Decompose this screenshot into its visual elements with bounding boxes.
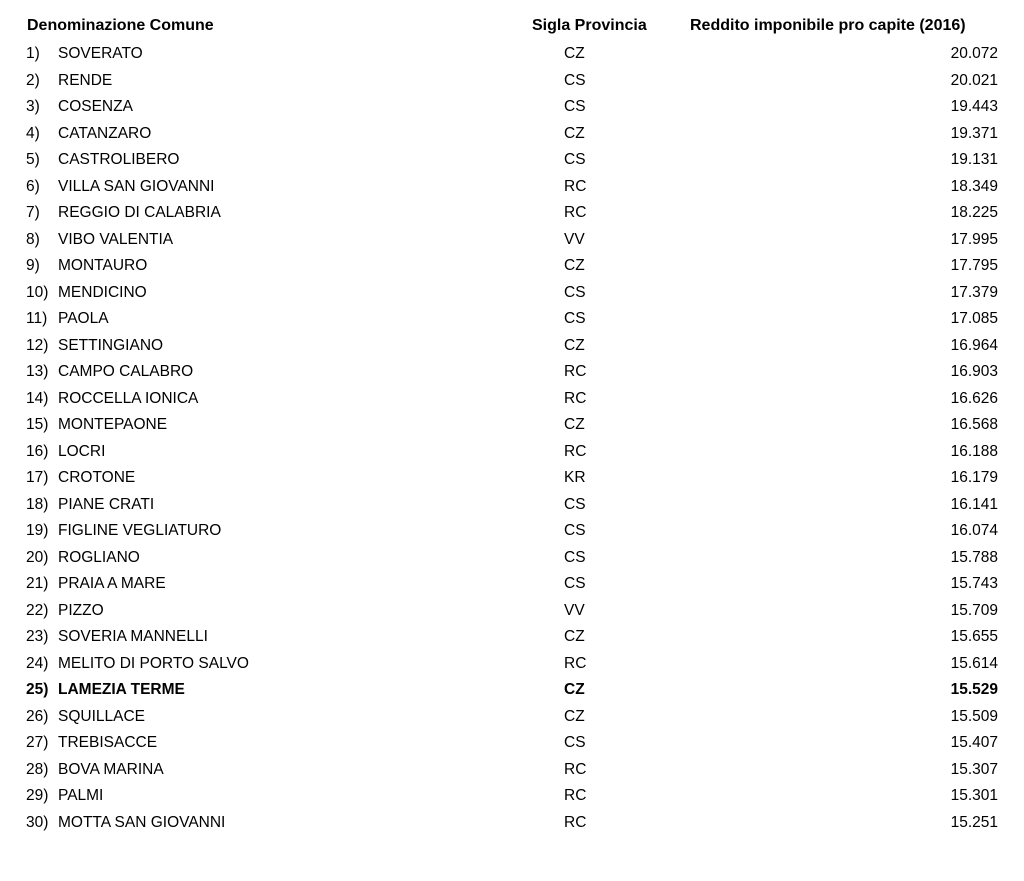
row-reddito-value: 17.795 [950, 257, 998, 274]
row-reddito-value: 16.074 [950, 522, 998, 539]
row-sigla-provincia: RC [564, 760, 587, 778]
row-sigla-provincia: CS [564, 575, 586, 592]
row-rank: 20) [26, 548, 49, 566]
row-sigla-provincia: CS [564, 495, 586, 513]
row-sigla-provincia: CZ [564, 124, 585, 142]
row-reddito-value: 20.072 [950, 45, 998, 62]
row-rank: 13) [26, 363, 49, 380]
row-sigla-provincia: CZ [564, 336, 585, 354]
row-reddito-value: 19.443 [950, 98, 998, 115]
row-comune-name: PALMI [58, 787, 104, 804]
row-reddito-value: 15.509 [950, 707, 998, 725]
row-sigla-provincia: CS [564, 522, 586, 539]
row-comune-name: PRAIA A MARE [58, 575, 166, 592]
row-rank: 9) [26, 257, 40, 274]
row-rank: 23) [26, 628, 49, 645]
row-rank: 22) [26, 601, 49, 619]
row-comune-name: PIANE CRATI [58, 495, 155, 513]
row-sigla-provincia: CZ [564, 707, 585, 725]
row-reddito-value: 19.371 [950, 124, 998, 142]
row-sigla-provincia: RC [564, 787, 587, 804]
row-sigla-provincia: CS [564, 734, 586, 751]
row-rank: 11) [26, 310, 48, 327]
row-rank: 29) [26, 787, 49, 804]
row-rank: 19) [26, 522, 49, 539]
row-rank: 12) [26, 336, 49, 354]
row-rank: 21) [26, 575, 49, 592]
row-rank: 1) [26, 45, 40, 62]
table-row [0, 308, 1024, 335]
table-row [0, 414, 1024, 441]
table-row [0, 812, 1024, 839]
table-row [0, 626, 1024, 653]
table-row [0, 149, 1024, 176]
row-comune-name: MOTTA SAN GIOVANNI [58, 813, 226, 831]
row-comune-name: SOVERATO [58, 45, 143, 62]
table-row [0, 467, 1024, 494]
row-comune-name: VILLA SAN GIOVANNI [58, 177, 215, 195]
row-comune-name: COSENZA [58, 98, 133, 115]
row-comune-name: CROTONE [58, 469, 136, 486]
row-comune-name: TREBISACCE [58, 734, 158, 751]
row-reddito-value: 20.021 [950, 71, 998, 89]
row-sigla-provincia: CZ [564, 681, 585, 698]
row-reddito-value: 16.626 [950, 389, 998, 407]
row-sigla-provincia: CZ [564, 257, 585, 274]
table-row [0, 494, 1024, 521]
row-comune-name: BOVA MARINA [58, 760, 164, 778]
table-row [0, 176, 1024, 203]
row-reddito-value: 15.529 [950, 681, 998, 698]
row-comune-name: SETTINGIANO [58, 336, 164, 354]
table-row [0, 361, 1024, 388]
row-reddito-value: 15.614 [950, 654, 998, 672]
table-row [0, 520, 1024, 547]
row-rank: 30) [26, 813, 49, 831]
row-rank: 2) [26, 71, 40, 89]
row-reddito-value: 16.903 [950, 363, 998, 380]
row-rank: 24) [26, 654, 49, 672]
row-rank: 25) [26, 681, 49, 698]
table-row [0, 785, 1024, 812]
row-reddito-value: 15.307 [950, 760, 998, 778]
table-row [0, 202, 1024, 229]
row-comune-name: LOCRI [58, 442, 106, 460]
row-comune-name: REGGIO DI CALABRIA [58, 204, 221, 221]
row-reddito-value: 18.349 [950, 177, 998, 195]
row-sigla-provincia: VV [564, 601, 585, 619]
row-comune-name: MONTEPAONE [58, 416, 168, 433]
row-comune-name: PIZZO [58, 601, 104, 619]
row-sigla-provincia: RC [564, 363, 587, 380]
row-rank: 6) [26, 177, 40, 195]
table-row [0, 335, 1024, 362]
table-row [0, 43, 1024, 70]
row-sigla-provincia: CS [564, 548, 586, 566]
header-sigla-provincia: Sigla Provincia [532, 17, 647, 34]
row-comune-name: MELITO DI PORTO SALVO [58, 654, 249, 672]
row-rank: 8) [26, 230, 40, 248]
row-sigla-provincia: RC [564, 389, 587, 407]
row-comune-name: CAMPO CALABRO [58, 363, 194, 380]
row-sigla-provincia: CS [564, 71, 586, 89]
row-reddito-value: 15.407 [950, 734, 998, 751]
row-reddito-value: 16.568 [950, 416, 998, 433]
table-row [0, 732, 1024, 759]
row-comune-name: MENDICINO [58, 283, 147, 301]
row-sigla-provincia: CZ [564, 628, 585, 645]
row-rank: 14) [26, 389, 49, 407]
table-row [0, 229, 1024, 256]
row-rank: 4) [26, 124, 40, 142]
row-comune-name: RENDE [58, 71, 113, 89]
row-sigla-provincia: RC [564, 442, 587, 460]
row-reddito-value: 15.743 [950, 575, 998, 592]
row-reddito-value: 16.141 [950, 495, 998, 513]
table-row [0, 388, 1024, 415]
row-reddito-value: 19.131 [950, 151, 998, 168]
row-comune-name: SOVERIA MANNELLI [58, 628, 208, 645]
row-comune-name: FIGLINE VEGLIATURO [58, 522, 222, 539]
row-rank: 5) [26, 151, 40, 168]
table-row [0, 573, 1024, 600]
row-rank: 15) [26, 416, 49, 433]
row-rank: 17) [26, 469, 49, 486]
table-row [0, 282, 1024, 309]
table-row [0, 441, 1024, 468]
row-sigla-provincia: RC [564, 654, 587, 672]
header-denominazione-comune: Denominazione Comune [27, 17, 214, 34]
row-reddito-value: 15.301 [950, 787, 998, 804]
row-comune-name: VIBO VALENTIA [58, 230, 174, 248]
row-comune-name: LAMEZIA TERME [58, 681, 185, 698]
row-reddito-value: 16.964 [950, 336, 998, 354]
row-rank: 10) [26, 283, 49, 301]
row-reddito-value: 16.179 [950, 469, 998, 486]
row-sigla-provincia: KR [564, 469, 586, 486]
row-reddito-value: 17.379 [950, 283, 998, 301]
row-rank: 27) [26, 734, 49, 751]
table-row [0, 96, 1024, 123]
row-reddito-value: 15.251 [950, 813, 998, 831]
table-row [0, 70, 1024, 97]
row-sigla-provincia: RC [564, 813, 587, 831]
row-sigla-provincia: RC [564, 204, 587, 221]
table-row [0, 547, 1024, 574]
row-reddito-value: 18.225 [950, 204, 998, 221]
row-rank: 16) [26, 442, 49, 460]
table-header [0, 17, 1024, 39]
table-row [0, 759, 1024, 786]
row-comune-name: PAOLA [58, 310, 109, 327]
row-sigla-provincia: CS [564, 151, 586, 168]
row-reddito-value: 16.188 [950, 442, 998, 460]
row-comune-name: ROCCELLA IONICA [58, 389, 199, 407]
row-sigla-provincia: CS [564, 98, 586, 115]
row-reddito-value: 15.788 [950, 548, 998, 566]
table-row [0, 255, 1024, 282]
row-sigla-provincia: CS [564, 283, 586, 301]
table-row [0, 706, 1024, 733]
table-row [0, 123, 1024, 150]
row-reddito-value: 15.709 [950, 601, 998, 619]
row-rank: 3) [26, 98, 40, 115]
row-sigla-provincia: CS [564, 310, 586, 327]
row-sigla-provincia: RC [564, 177, 587, 195]
row-rank: 18) [26, 495, 49, 513]
row-rank: 28) [26, 760, 49, 778]
row-comune-name: ROGLIANO [58, 548, 140, 566]
table-body [0, 43, 1024, 838]
row-rank: 7) [26, 204, 40, 221]
row-reddito-value: 15.655 [950, 628, 998, 645]
row-sigla-provincia: CZ [564, 416, 585, 433]
row-sigla-provincia: CZ [564, 45, 585, 62]
row-reddito-value: 17.085 [950, 310, 998, 327]
table-row [0, 679, 1024, 706]
row-rank: 26) [26, 707, 49, 725]
row-reddito-value: 17.995 [950, 230, 998, 248]
row-comune-name: CATANZARO [58, 124, 152, 142]
header-reddito-pro-capite: Reddito imponibile pro capite (2016) [690, 17, 966, 34]
table-row [0, 653, 1024, 680]
table-row [0, 600, 1024, 627]
row-comune-name: MONTAURO [58, 257, 148, 274]
row-comune-name: CASTROLIBERO [58, 151, 180, 168]
row-comune-name: SQUILLACE [58, 707, 146, 725]
row-sigla-provincia: VV [564, 230, 585, 248]
